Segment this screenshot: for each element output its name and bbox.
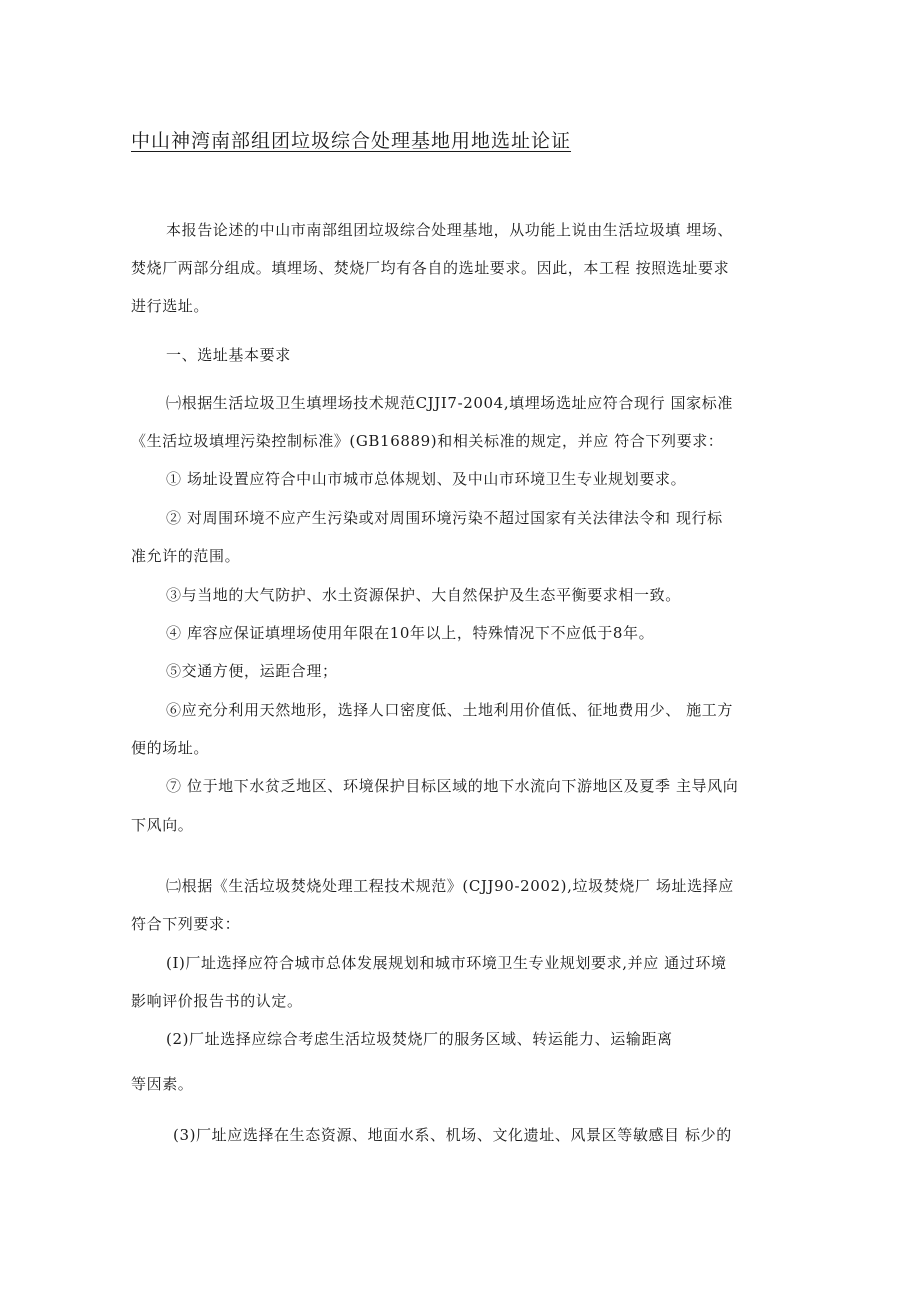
incinerator-lead-line-2: 符合下列要求： bbox=[131, 915, 241, 933]
landfill-req-1: ① 场址设置应符合中山市城市总体规划、及中山市环境卫生专业规划要求。 bbox=[166, 470, 687, 488]
landfill-req-7-line-1: ⑦ 位于地下水贫乏地区、环境保护目标区域的地下水流向下游地区及夏季 主导风向 bbox=[166, 777, 739, 795]
landfill-req-2-line-1: ② 对周围环境不应产生污染或对周围环境污染不超过国家有关法律法令和 现行标 bbox=[166, 509, 723, 527]
incinerator-req-3-line-1: (3)厂址应选择在生态资源、地面水系、机场、文化遗址、风景区等敏感目 标少的 bbox=[173, 1126, 732, 1144]
landfill-req-3: ③与当地的大气防护、水土资源保护、大自然保护及生态平衡要求相一致。 bbox=[166, 586, 681, 604]
landfill-lead-line-2: 《生活垃圾填埋污染控制标准》(GB16889)和相关标准的规定，并应 符合下列要求： bbox=[131, 432, 724, 450]
incinerator-req-1-line-1: (I)厂址选择应符合城市总体发展规划和城市环境卫生专业规划要求,并应 通过环境 bbox=[166, 954, 727, 972]
landfill-lead-line-1: ㈠根据生活垃圾卫生填埋场技术规范CJJI7-2004,填埋场选址应符合现行 国家标准 bbox=[166, 394, 733, 412]
document-title: 中山神湾南部组团垃圾综合处理基地用地选址论证 bbox=[131, 130, 572, 152]
intro-line-1: 本报告论述的中山市南部组团垃圾综合处理基地，从功能上说由生活垃圾填 埋场、 bbox=[166, 221, 733, 239]
section-heading: 一、选址基本要求 bbox=[166, 346, 291, 364]
landfill-req-5: ⑤交通方便，运距合理； bbox=[166, 662, 338, 680]
incinerator-req-2-line-1: (2)厂址选择应综合考虑生活垃圾焚烧厂的服务区域、转运能力、运输距离 bbox=[166, 1030, 673, 1048]
incinerator-req-1-line-2: 影响评价报告书的认定。 bbox=[131, 992, 303, 1010]
landfill-req-2-line-2: 准允许的范围。 bbox=[131, 547, 241, 565]
landfill-req-6-line-2: 便的场址。 bbox=[131, 739, 210, 757]
landfill-req-7-line-2: 下风向。 bbox=[131, 816, 194, 834]
intro-line-2: 焚烧厂两部分组成。填埋场、焚烧厂均有各自的选址要求。因此，本工程 按照选址要求 bbox=[131, 259, 730, 277]
intro-line-3: 进行选址。 bbox=[131, 297, 210, 315]
incinerator-req-2-line-2: 等因素。 bbox=[131, 1075, 194, 1093]
incinerator-lead-line-1: ㈡根据《生活垃圾焚烧处理工程技术规范》(CJJ90-2002),垃圾焚烧厂 场址选择应 bbox=[166, 877, 734, 895]
landfill-req-4: ④ 库容应保证填埋场使用年限在10年以上，特殊情况下不应低于8年。 bbox=[166, 624, 655, 642]
landfill-req-6-line-1: ⑥应充分利用天然地形，选择人口密度低、土地利用价值低、征地费用少、 施工方 bbox=[166, 701, 733, 719]
